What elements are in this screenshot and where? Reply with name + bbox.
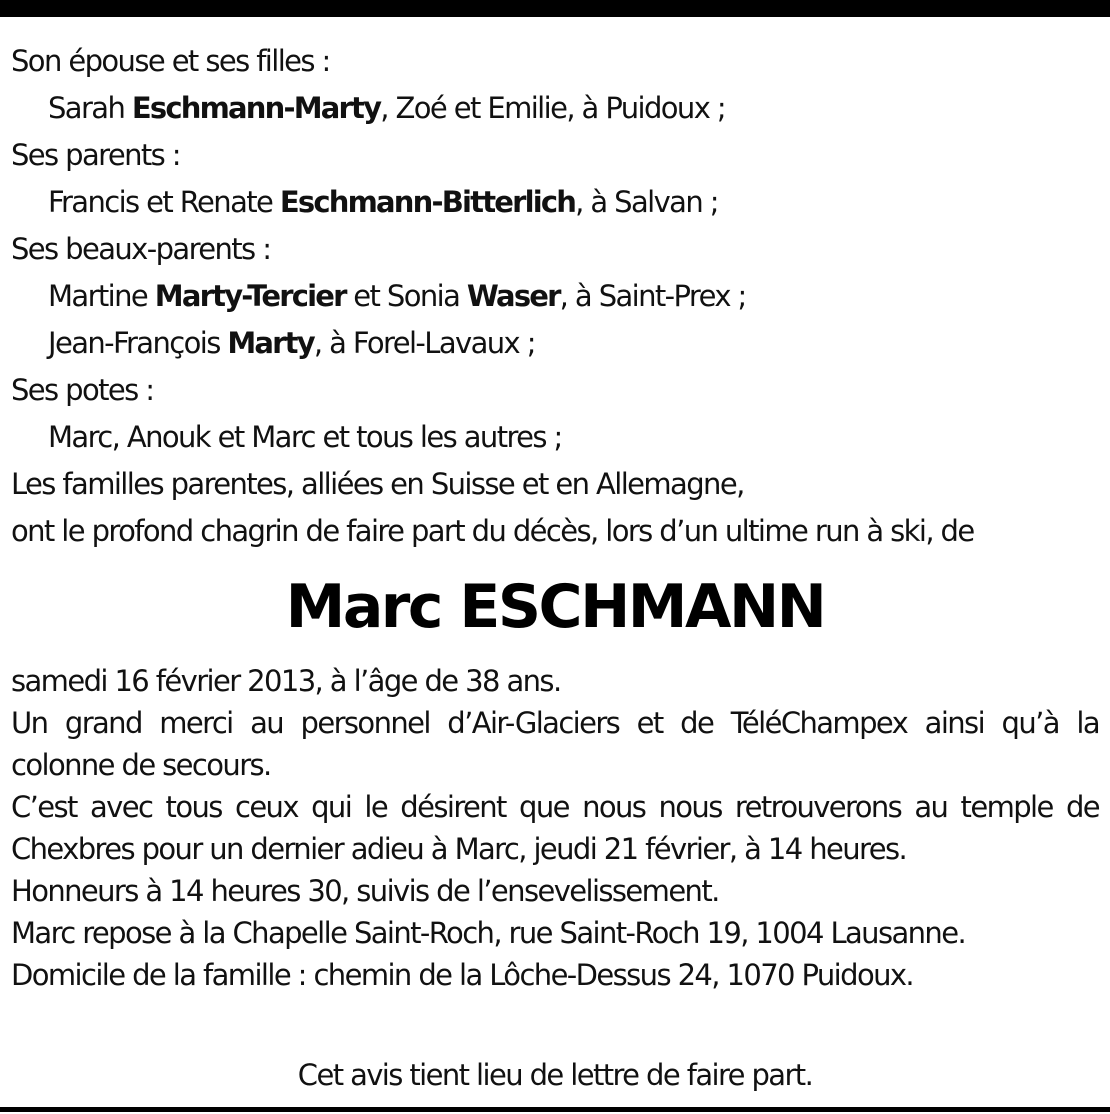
date-age-paragraph: samedi 16 février 2013, à l’âge de 38 ans. <box>11 664 561 698</box>
inlaws1-post: , à Saint-Prex ; <box>559 279 746 313</box>
parents-post: , à Salvan ; <box>575 185 718 219</box>
spouse-pre: Sarah <box>48 91 132 125</box>
bottom-border-rule <box>0 1107 1110 1112</box>
inlaws-line-1 <box>11 273 1101 320</box>
inlaws1-name1: Marty-Tercier <box>154 279 346 313</box>
inlaws-heading: Ses beaux-parents : <box>11 232 271 266</box>
deceased-name: Marc ESCHMANN <box>285 572 825 642</box>
thanks-paragraph: Un grand merci au personnel d’Air-Glaciers et de TéléChampex ainsi qu’à la colonne de secours. <box>11 706 1099 782</box>
spouse-post: , Zoé et Emilie, à Puidoux ; <box>380 91 726 125</box>
spouse-name: Eschmann-Marty <box>131 91 381 125</box>
spouse-heading: Son épouse et ses filles : <box>11 44 330 78</box>
inlaws1-mid: et Sonia <box>345 279 467 313</box>
friends-heading: Ses potes : <box>11 373 154 407</box>
relatives-line: Les familles parentes, alliées en Suisse et en Allemagne, <box>11 467 744 501</box>
announcement-line: ont le profond chagrin de faire part du décès, lors d’un ultime run à ski, de <box>11 514 974 548</box>
closing-note: Cet avis tient lieu de lettre de faire part. <box>297 1058 813 1092</box>
friends-line: Marc, Anouk et Marc et tous les autres ; <box>48 420 562 454</box>
inlaws1-pre: Martine <box>48 279 155 313</box>
inlaws2-post: , à Forel-Lavaux ; <box>313 326 535 360</box>
inlaws-line-2 <box>11 320 1101 367</box>
parents-name: Eschmann-Bitterlich <box>279 185 576 219</box>
honours-paragraph: Honneurs à 14 heures 30, suivis de l’ensevelissement. <box>11 874 719 908</box>
inlaws2-pre: Jean-François <box>48 326 228 360</box>
ceremony-paragraph: C’est avec tous ceux qui le désirent que nous nous retrouverons au temple de Chexbres pour un dernier adieu à Marc, jeudi 21 février, à 14 heures. <box>11 790 1099 866</box>
parents-pre: Francis et Renate <box>48 185 280 219</box>
spouse-line <box>11 85 1101 132</box>
parents-line <box>11 179 1101 226</box>
family-list <box>11 38 1101 555</box>
rests-paragraph: Marc repose à la Chapelle Saint-Roch, rue Saint-Roch 19, 1004 Lausanne. <box>11 916 966 950</box>
inlaws2-name: Marty <box>227 326 314 360</box>
details-block <box>11 660 1099 996</box>
top-border-rule <box>0 0 1110 17</box>
inlaws1-name2: Waser <box>466 279 560 313</box>
home-paragraph: Domicile de la famille : chemin de la Lôche-Dessus 24, 1070 Puidoux. <box>11 958 914 992</box>
parents-heading: Ses parents : <box>11 138 180 172</box>
